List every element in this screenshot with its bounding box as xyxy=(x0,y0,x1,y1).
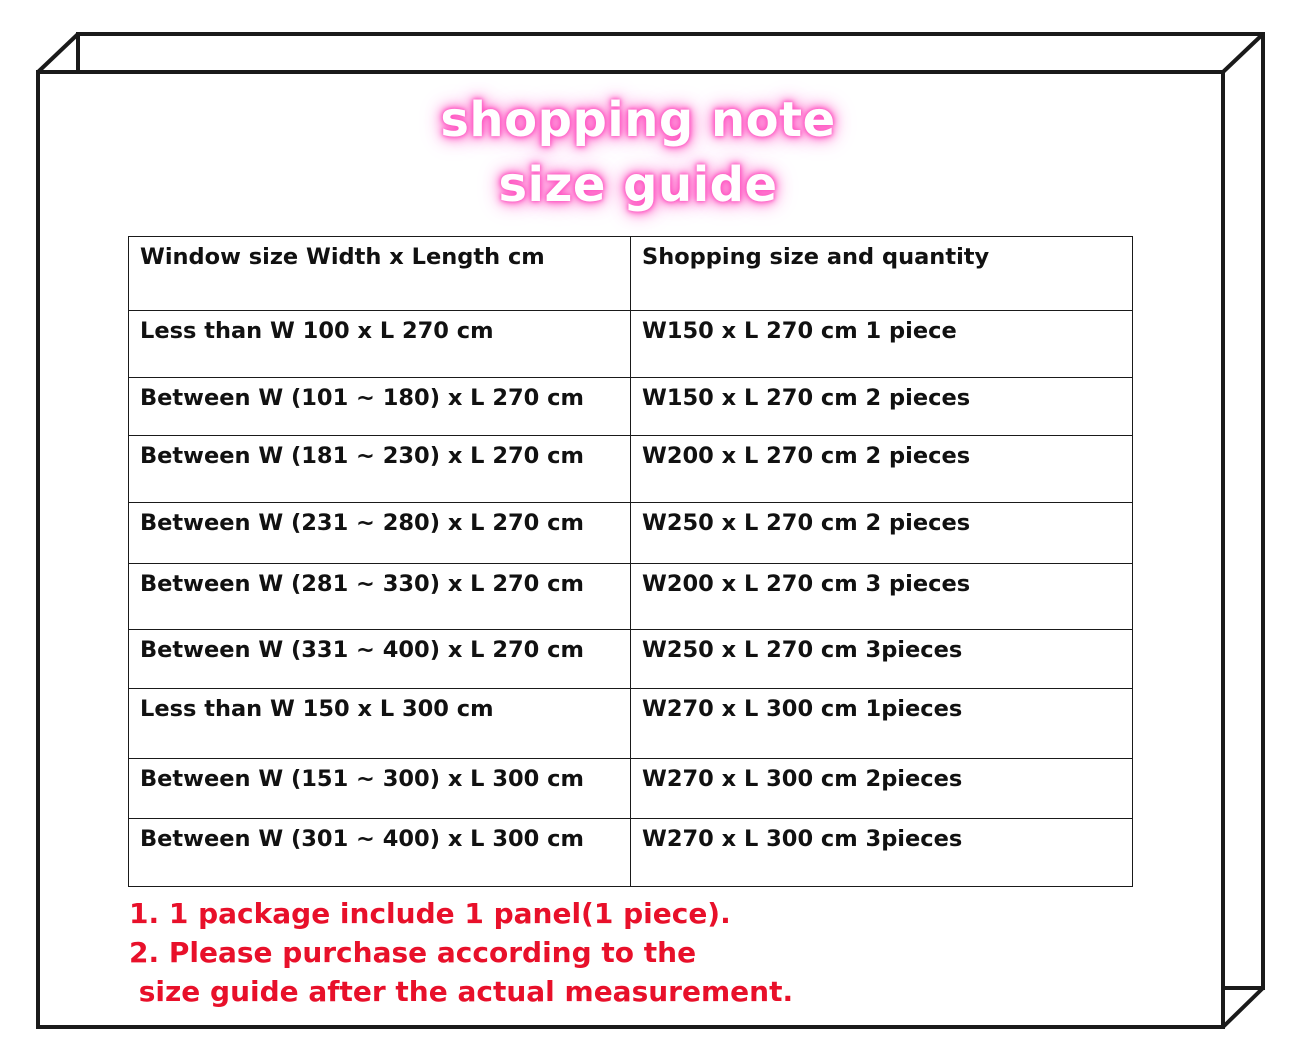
window-size-cell: Between W (231 ~ 280) x L 270 cm xyxy=(129,503,631,564)
box-depth-edge-bottom-right xyxy=(1223,988,1263,1027)
table-row xyxy=(129,436,1133,503)
window-size-cell: Less than W 150 x L 300 cm xyxy=(129,689,631,759)
note-line-3: size guide after the actual measurement. xyxy=(129,975,794,1008)
shopping-size-cell: W200 x L 270 cm 3 pieces xyxy=(631,564,1133,630)
window-size-cell: Between W (151 ~ 300) x L 300 cm xyxy=(129,759,631,819)
note-line-2: 2. Please purchase according to the xyxy=(129,936,697,969)
table-header-row xyxy=(129,237,1133,311)
window-size-cell: Between W (281 ~ 330) x L 270 cm xyxy=(129,564,631,630)
table-row xyxy=(129,378,1133,436)
shopping-size-cell: W150 x L 270 cm 2 pieces xyxy=(631,378,1133,436)
table-row xyxy=(129,630,1133,689)
shopping-size-cell: W250 x L 270 cm 2 pieces xyxy=(631,503,1133,564)
table-row xyxy=(129,311,1133,378)
window-size-cell: Between W (181 ~ 230) x L 270 cm xyxy=(129,436,631,503)
box-depth-edge-top-left xyxy=(38,34,78,72)
header-shopping-size: Shopping size and quantity xyxy=(631,237,1133,311)
table-row xyxy=(129,503,1133,564)
box-depth-edge-top-right xyxy=(1223,34,1263,72)
window-size-cell: Less than W 100 x L 270 cm xyxy=(129,311,631,378)
window-size-cell: Between W (301 ~ 400) x L 300 cm xyxy=(129,819,631,887)
shopping-size-cell: W250 x L 270 cm 3pieces xyxy=(631,630,1133,689)
title-line-1: shopping note xyxy=(440,92,836,148)
table-row xyxy=(129,564,1133,630)
title-line-2: size guide xyxy=(498,157,778,213)
window-size-cell: Between W (101 ~ 180) x L 270 cm xyxy=(129,378,631,436)
window-size-cell: Between W (331 ~ 400) x L 270 cm xyxy=(129,630,631,689)
table-row xyxy=(129,759,1133,819)
shopping-size-cell: W150 x L 270 cm 1 piece xyxy=(631,311,1133,378)
header-window-size: Window size Width x Length cm xyxy=(129,237,631,311)
shopping-size-cell: W200 x L 270 cm 2 pieces xyxy=(631,436,1133,503)
size-guide-table xyxy=(128,236,1133,887)
shopping-size-cell: W270 x L 300 cm 3pieces xyxy=(631,819,1133,887)
note-line-1: 1. 1 package include 1 panel(1 piece). xyxy=(129,897,731,930)
shopping-size-cell: W270 x L 300 cm 1pieces xyxy=(631,689,1133,759)
table-row xyxy=(129,819,1133,887)
table-row xyxy=(129,689,1133,759)
shopping-size-cell: W270 x L 300 cm 2pieces xyxy=(631,759,1133,819)
